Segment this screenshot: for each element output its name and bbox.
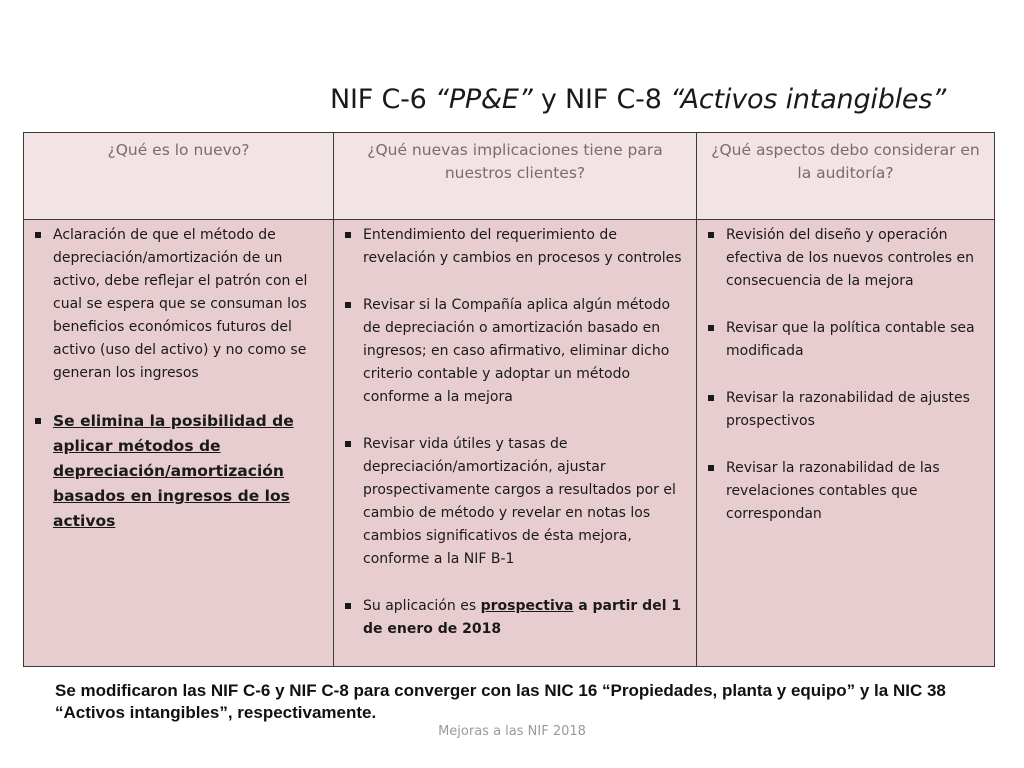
table-header-row [24, 133, 995, 220]
list-item: Revisar que la política contable sea modificada [705, 317, 986, 363]
convergence-note: Se modificaron las NIF C-6 y NIF C-8 para converger con las NIC 16 “Propiedades, planta y equipo” y la NIC 38 “Activos intangibles”, respectivamente. [55, 681, 946, 722]
title-intangibles: “Activos intangibles” [670, 84, 947, 115]
square-bullet-icon [35, 418, 41, 424]
cell-client-implications [334, 220, 697, 667]
list-item: Revisar si la Compañía aplica algún método de depreciación o amortización basado en ingresos; en caso afirmativo, eliminar dicho criterio contable y adoptar un método conforme a la mejora [342, 294, 688, 409]
square-bullet-icon [35, 232, 41, 238]
title-mid: y NIF C-8 [532, 84, 671, 115]
list-item: Entendimiento del requerimiento de revelación y cambios en procesos y controles [342, 224, 688, 270]
header-client-implications: ¿Qué nuevas implicaciones tiene para nuestros clientes? [334, 133, 697, 220]
list-item: Su aplicación es prospectiva a partir del 1 de enero de 2018 [342, 595, 688, 641]
list-item: Revisión del diseño y operación efectiva de los nuevos controles en consecuencia de la mejora [705, 224, 986, 293]
square-bullet-icon [345, 302, 351, 308]
square-bullet-icon [345, 603, 351, 609]
comparison-table [23, 132, 995, 667]
square-bullet-icon [345, 232, 351, 238]
header-whats-new: ¿Qué es lo nuevo? [24, 133, 334, 220]
list-item: Revisar la razonabilidad de ajustes prospectivos [705, 387, 986, 433]
title-ppe: “PP&E” [435, 84, 533, 115]
square-bullet-icon [708, 395, 714, 401]
list-item: Aclaración de que el método de depreciación/amortización de un activo, debe reflejar el patrón con el cual se espera que se consuman los beneficios económicos futuros del activo (uso del activo) y no como se generan los ingresos [32, 224, 325, 385]
slide-title [330, 84, 946, 115]
cell-whats-new [24, 220, 334, 667]
list-item: Se elimina la posibilidad de aplicar métodos de depreciación/amortización basados en ingresos de los activos [32, 409, 325, 534]
square-bullet-icon [345, 441, 351, 447]
header-audit-aspects: ¿Qué aspectos debo considerar en la auditoría? [697, 133, 995, 220]
table-body-row [24, 220, 995, 667]
list-item: Revisar vida útiles y tasas de depreciación/amortización, ajustar prospectivamente cargos a resultados por el cambio de método y revelar en notas los cambios significativos de ésta mejora, conforme a la NIF B-1 [342, 433, 688, 571]
slide-footer: Mejoras a las NIF 2018 [438, 724, 586, 739]
square-bullet-icon [708, 325, 714, 331]
cell-audit-aspects [697, 220, 995, 667]
title-prefix: NIF C-6 [330, 84, 436, 115]
square-bullet-icon [708, 465, 714, 471]
square-bullet-icon [708, 232, 714, 238]
list-item: Revisar la razonabilidad de las revelaciones contables que correspondan [705, 457, 986, 526]
